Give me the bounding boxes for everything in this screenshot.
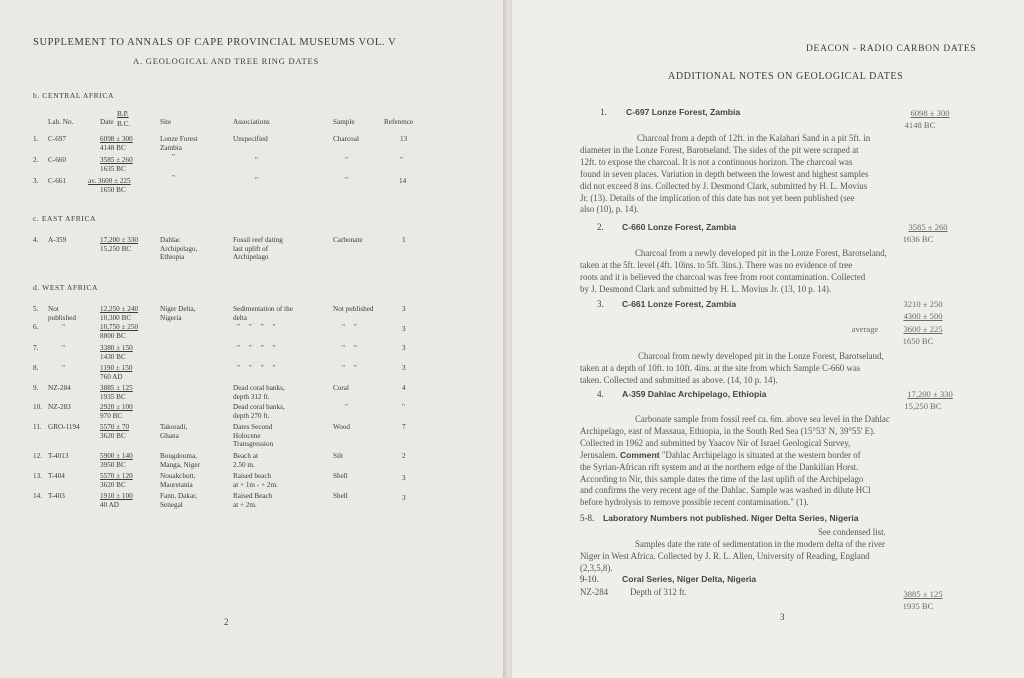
entry-date-bp: 17,200 ± 330 xyxy=(907,389,953,399)
right-page-number: 3 xyxy=(780,612,785,622)
entry-paragraph: Carbonate sample from fossil reef ca. 6m. above sea level in the Dahlac Archipelago, east of Massaua, Ethiopia, in the South Red Sea (15°53' N, 39°55' E). Collected in 1962 and submitted by Yaacov Nir of Israel Geological Survey, Jerusalem. Comment "Dahlac Archipelago is situated at the western border of the Syrian-African rift system and at the northern edge of the Dankilian Horst. According to Nir, this sample dates the time of the last uplift of the Archipelago and confirms the very recent age of the Dahlac. Sample was washed in dilute HCl before hydrolysis to remove possible recent contamination." (1). xyxy=(580,414,890,508)
entry-paragraph: Charcoal from newly developed pit in the Lonze Forest, Barotseland, taken at a depth of 10ft. to 10ft. 4ins. at the site from which Sample C-660 was taken. Collected and submitted as above. (14, 10 p. 14). xyxy=(580,351,884,385)
entry-number: 9-10. xyxy=(580,574,599,584)
entry-heading: C-661 Lonze Forest, Zambia xyxy=(622,299,737,309)
col-date: Date xyxy=(100,118,114,126)
left-page xyxy=(0,0,505,678)
entry-paragraph: Charcoal from a newly developed pit in the Lonze Forest, Barotseland, taken at the 5ft. level (4ft. 10ins. to 5ft. 3ins.). There was no evidence of tree roots and it is believed the charcoal was free from root contamination. Collected by J. Desmond Clark and submitted by H. L. Movius Jr. (13, 10 p. 14). xyxy=(580,248,887,294)
entry-heading: A-359 Dahlac Archipelago, Ethiopia xyxy=(622,389,767,399)
book-spread: SUPPLEMENT TO ANNALS OF CAPE PROVINCIAL MUSEUMS VOL. V A. GEOLOGICAL AND TREE RING DATES b. CENTRAL AFRICA Lab. No. Date B.P. B.C. Site Associations Sample Reference 1. C-697 6098 ± 300 4148 BC Lonze Forest Zambia Unspecified Charcoal 13 2. C-660 3585 ± 260 1635 BC " " " " 3. C-661 av. 3600 ± 225 1650 BC " " " 14 c. EAST AFRICA 4. A-359 17,200 ± 330 15,250 BC Dahlac Archipelago, Ethiopia Fossil reef dating last uplift of Archipelago Carbonate 1 d. WEST AFRICA 5. Not published 12,250 ± 240 10,300 BC Niger Delta, Nigeria Sedimentation of the delta Not published 3 6. " 10,750 ± 250 8800 BC " " " " " " 3 7. " 3380 ± 150 1430 BC " " " " " " 3 8. " 1190 ± 150 760 AD " " " " " " 3 9. NZ-284 3885 ± 125 1935 BC Dead coral banks, depth 312 ft. Coral 4 10. NZ-283 2920 ± 100 970 BC Dead coral banks, depth 270 ft. " " 11. GRO-1194 5570 ± 70 3620 BC Takoradi, Ghana Dates Second Holocene Transgression Wood 7 12. T-4013 5900 ± 140 3950 BC Bougdouma, Manga, Niger Beach at 2.50 m. Silt 2 13. T-404 5570 ± 120 3620 BC Nouakchott, Mauretania Raised beach at + 1m - + 2m. Shell 3 14. T-403 1910 ± 100 40 AD Fann, Dakar, Senegal Raised Beach at + 2m. Shell 3 2 DEACON - RADIO CARBON DATES ADDITIONAL NOTES ON GEOLOGICAL DATES 1. C-697 Lonze Forest, Zambia 6098 ± 300 4148 BC Charcoal from a depth of 12ft. in the Kalahari Sand in a pit 5ft. in diameter in the Lonze Forest, Barotseland. The sides of the pit were scraped at 12ft. to expose the charcoal. It is not a continuous horizon. The charcoal was found in seven places. Variation in depth between the lowest and highest samples did not exceed 8 ins. Collected by J. Desmond Clark, submitted by H. L. Movius Jr. (13). Details of the implication of this date has not yet been published (see also (10), p. 14). 2. C-660 Lonze Forest, Zambia 3585 ± 260 1636 BC Charcoal from a newly developed pit in the Lonze Forest, Barotseland, taken at the 5ft. level (4ft. 10ins. to 5ft. 3ins.). There was no evidence of tree roots and it is believed the charcoal was free from root contamination. Collected by J. Desmond Clark and submitted by H. L. Movius Jr. (13, 10 p. 14). 3. C-661 Lonze Forest, Zambia 3210 ± 250 4300 ± 500 average 3600 ± 225 1650 BC Charcoal from newly developed pit in the Lonze Forest, Barotseland, taken at a depth of 10ft. to 10ft. 4ins. at the site from which Sample C-660 was taken. Collected and submitted as above. (14, 10 p. 14). 4. A-359 Dahlac Archipelago, Ethiopia 17,200 ± 330 15,250 BC Carbonate sample from fossil reef ca. 6m. above sea level in the Dahlac Archipelago, east of Massaua, Ethiopia, in the South Red Sea (15°53' N, 39°55' E). Collected in 1962 and submitted by Yaacov Nir of Israel Geological Survey, Jerusalem. Comment "Dahlac Archipelago is situated at the western border of the Syrian-African rift system and at the northern edge of the Dankilian Horst. According to Nir, this sample dates the time of the last uplift of the Archipelago and confirms the very recent age of the Dahlac. Sample was washed in dilute HCl before hydrolysis to remove possible recent contamination." (1). 5-8. Laboratory Numbers not published. Niger Delta Series, Nigeria See condensed list. Samples date the rate of sedimentation in the modern delta of the river Niger in West Africa. Collected by J. R. L. Allen, University of Reading, England (2,3,5,8). 9-10. Coral Series, Niger Delta, Nigeria NZ-284 Depth of 312 ft. 3885 ± 125 1935 BC 3 xyxy=(0,0,1024,678)
col-date-bc: B.C. xyxy=(117,120,131,128)
entry-date-bc: 4148 BC xyxy=(904,120,936,130)
section-central-africa: b. CENTRAL AFRICA xyxy=(33,91,114,100)
entry-number: 1. xyxy=(600,107,607,117)
left-subheader: A. GEOLOGICAL AND TREE RING DATES xyxy=(133,56,320,66)
col-site: Site xyxy=(160,118,172,126)
left-running-header: SUPPLEMENT TO ANNALS OF CAPE PROVINCIAL MUSEUMS VOL. V xyxy=(33,37,397,48)
entry-number: 3. xyxy=(597,299,604,309)
entry-depth: Depth of 312 ft. xyxy=(630,587,687,597)
entry-date-bp: 3885 ± 125 xyxy=(903,589,943,599)
comment-label: Comment xyxy=(619,449,660,460)
entry-number: 5-8. xyxy=(580,513,595,523)
entry-heading: C-697 Lonze Forest, Zambia xyxy=(626,107,741,117)
entry-number: 4. xyxy=(597,389,604,399)
entry-date-2: 4300 ± 500 xyxy=(903,311,943,321)
entry-date-avg: 3600 ± 225 xyxy=(903,324,943,334)
left-page-number: 2 xyxy=(224,617,229,627)
entry-date-bc: 1935 BC xyxy=(902,601,934,611)
entry-date-bp: 6098 ± 300 xyxy=(910,108,950,118)
col-associations: Associations xyxy=(233,118,270,126)
entry-date-bc: 15,250 BC xyxy=(904,401,942,411)
right-running-header: DEACON - RADIO CARBON DATES xyxy=(806,44,977,54)
entry-heading: Coral Series, Niger Delta, Nigeria xyxy=(622,574,757,584)
entry-heading: Laboratory Numbers not published. Niger Delta Series, Nigeria xyxy=(603,513,859,523)
entry-date-1: 3210 ± 250 xyxy=(903,299,943,309)
entry-lab-no: NZ-284 xyxy=(580,587,609,597)
section-east-africa: c. EAST AFRICA xyxy=(33,214,97,223)
entry-date-bp: 3585 ± 260 xyxy=(908,222,948,232)
right-page-title: ADDITIONAL NOTES ON GEOLOGICAL DATES xyxy=(668,71,904,82)
col-sample: Sample xyxy=(333,118,355,126)
col-date-bp: B.P. xyxy=(117,110,129,118)
col-lab-no: Lab. No. xyxy=(48,118,74,126)
section-west-africa: d. WEST AFRICA xyxy=(33,283,99,292)
entry-date-bc: 1636 BC xyxy=(902,234,934,244)
entry-paragraph: Charcoal from a depth of 12ft. in the Kalahari Sand in a pit 5ft. in diameter in the Lonze Forest, Barotseland. The sides of the pit were scraped at 12ft. to expose the charcoal. It is not a continuous horizon. The charcoal was found in seven places. Variation in depth between the lowest and highest samples did not exceed 8 ins. Collected by J. Desmond Clark, submitted by H. L. Movius Jr. (13). Details of the implication of this date has not yet been published (see also (10), p. 14). xyxy=(580,133,871,215)
entry-note: See condensed list. xyxy=(818,527,886,537)
entry-heading: C-660 Lonze Forest, Zambia xyxy=(622,222,737,232)
col-reference: Reference xyxy=(384,118,414,126)
entry-paragraph: Samples date the rate of sedimentation in the modern delta of the river Niger in West Africa. Collected by J. R. L. Allen, University of Reading, England (2,3,5,8). xyxy=(580,539,885,573)
entry-date-bc: 1650 BC xyxy=(902,336,934,346)
entry-average-label: average xyxy=(851,324,879,334)
entry-number: 2. xyxy=(597,222,604,232)
